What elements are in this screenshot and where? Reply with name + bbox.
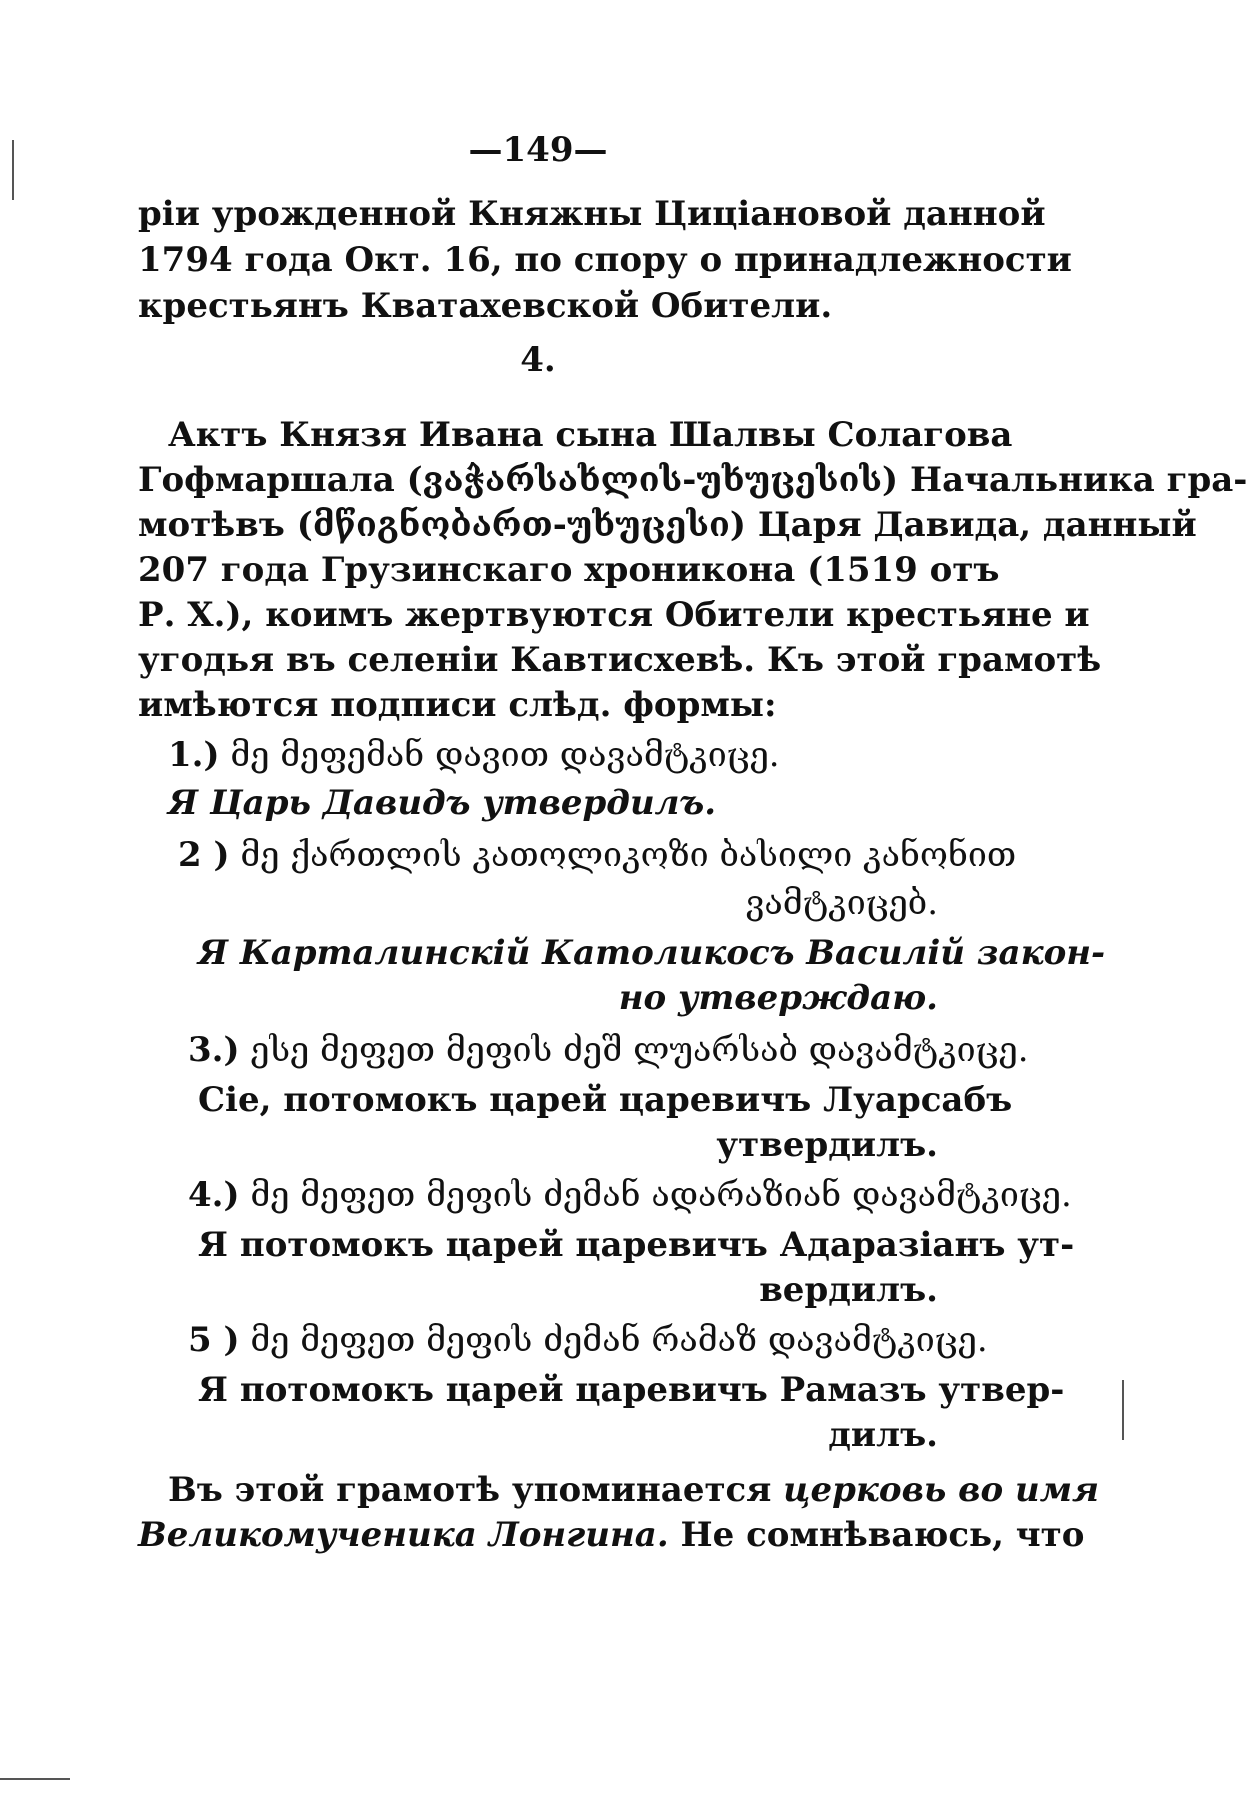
signature-5-number: 5 ) bbox=[188, 1320, 240, 1360]
signature-5-georgian-text: მე მეფეთ მეფის ძემან რამაზ დავამტკიცე. bbox=[250, 1320, 988, 1360]
signature-2-russian-line-1: Я Карталинскiй Католикосъ Василiй закон- bbox=[198, 933, 1106, 973]
signature-5-russian-line-1: Я потомокъ царей царевичъ Рамазъ утвер- bbox=[198, 1370, 1065, 1410]
para2-line-3: мотѣвъ (მწიგნობართ-უხუცესი) Царя Давида, данный bbox=[138, 505, 1197, 545]
para3-line-2 bbox=[138, 1515, 1085, 1555]
para2-line-7: имѣются подписи слѣд. формы: bbox=[138, 685, 777, 725]
signature-1-number: 1.) bbox=[168, 735, 220, 775]
para1-line-1: рiи урожденной Княжны Цицiановой данной bbox=[138, 194, 1046, 234]
para2-line-6: угодья въ селенiи Кавтисхевѣ. Къ этой грамотѣ bbox=[138, 640, 1102, 680]
signature-4-russian-line-1: Я потомокъ царей царевичъ Адаразiанъ ут- bbox=[198, 1225, 1075, 1265]
signature-3-georgian bbox=[188, 1030, 1029, 1070]
para1-line-3: крестьянъ Кватахевской Обители. bbox=[138, 286, 833, 326]
signature-2-number: 2 ) bbox=[178, 835, 230, 875]
signature-3-russian-line-2: утвердилъ. bbox=[716, 1125, 938, 1165]
para3-line-1 bbox=[168, 1470, 1100, 1510]
signature-3-number: 3.) bbox=[188, 1030, 240, 1070]
signature-2-georgian-line-1 bbox=[178, 835, 1017, 875]
signature-3-georgian-text: ესე მეფეთ მეფის ძეშ ლუარსაბ დავამტკიცე. bbox=[250, 1030, 1029, 1070]
para3-line-2-italic: Великомученика Лонгина. bbox=[138, 1515, 669, 1555]
signature-2-georgian-text: მე ქართლის კათოლიკოზი ბასილი კანონით bbox=[240, 835, 1017, 875]
para2-line-5: Р. Х.), коимъ жертвуются Обители крестьяне и bbox=[138, 595, 1090, 635]
page-number: —149— bbox=[468, 130, 608, 170]
signature-1-georgian-text: მე მეფემან დავით დავამტკიცე. bbox=[230, 735, 780, 775]
para3-line-2-text: Не сомнѣваюсь, что bbox=[668, 1515, 1085, 1555]
para2-line-1: Актъ Князя Ивана сына Шалвы Солагова bbox=[168, 415, 1013, 455]
signature-4-georgian-text: მე მეფეთ მეფის ძემან ადარაზიან დავამტკიცე. bbox=[250, 1175, 1072, 1215]
signature-2-russian-line-2: но утверждаю. bbox=[618, 978, 938, 1018]
para3-line-1-text: Въ этой грамотѣ упоминается bbox=[168, 1470, 784, 1510]
signature-1-georgian bbox=[168, 735, 938, 775]
signature-1-russian: Я Царь Давидъ утвердилъ. bbox=[168, 783, 717, 823]
scan-mark-bottom bbox=[0, 1778, 70, 1780]
para3-line-1-italic: церковь во имя bbox=[783, 1470, 1100, 1510]
signature-4-number: 4.) bbox=[188, 1175, 240, 1215]
signature-5-georgian bbox=[188, 1320, 988, 1360]
signature-2-georgian-line-2: ვამტკიცებ. bbox=[745, 883, 938, 923]
signature-5-russian-line-2: дилъ. bbox=[828, 1415, 938, 1455]
scan-mark-left bbox=[12, 140, 14, 200]
signature-3-russian-line-1: Сiе, потомокъ царей царевичъ Луарсабъ bbox=[198, 1080, 1013, 1120]
signature-4-georgian bbox=[188, 1175, 1072, 1215]
section-number: 4. bbox=[520, 340, 556, 380]
para1-line-2: 1794 года Окт. 16, по спору о принадлежности bbox=[138, 240, 1072, 280]
signature-4-russian-line-2: вердилъ. bbox=[759, 1270, 938, 1310]
para2-line-4: 207 года Грузинскаго хроникона (1519 отъ bbox=[138, 550, 1000, 590]
scan-mark-right bbox=[1122, 1380, 1124, 1440]
para2-line-2: Гофмаршала (ვაჭარსახლის-უხუცესის) Начальника гра- bbox=[138, 460, 1247, 500]
